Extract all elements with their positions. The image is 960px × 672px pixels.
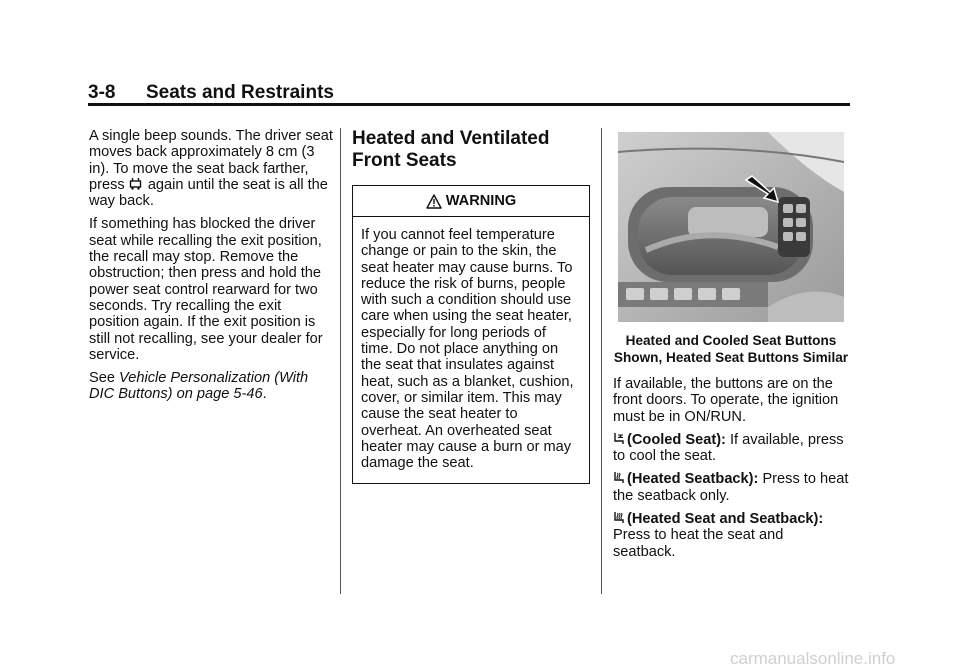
paragraph-recall-blocked: If something has blocked the driver seat while recalling the exit position, the recall may stop. Remove the obstruction; then press and hold the power seat control rearward for two seconds. Try recalling the exit position again. If the exit position is still not recalling, see your dealer for service. <box>89 216 323 363</box>
section-heading: Heated and Ventilated Front Seats <box>352 128 550 171</box>
paragraph-button-location: If available, the buttons are on the front doors. To operate, the ignition must be in ON/RUN. <box>613 376 839 425</box>
header-rule <box>88 103 850 106</box>
section-number: 3-8 <box>88 82 116 103</box>
paragraph-text-continued: again until the seat is all the way back. <box>89 176 328 210</box>
heated-seat-and-seatback-label: (Heated Seat and Seatback): <box>627 511 824 528</box>
cross-reference-link[interactable]: Vehicle Personalization (With DIC Buttons) on page 5-46 <box>89 370 309 403</box>
column-1 <box>89 128 334 410</box>
cooled-seat-item <box>613 432 849 465</box>
column-divider-1 <box>340 128 341 594</box>
figure-caption: Heated and Cooled Seat Buttons Shown, Heated Seat Buttons Similar <box>613 333 849 365</box>
site-watermark: carmanualsonline.info <box>730 649 896 668</box>
heated-seatback-item <box>613 471 849 504</box>
heated-seatback-label: (Heated Seatback): <box>627 471 759 488</box>
heated-seatback-icon <box>613 471 625 484</box>
cooled-seat-label: (Cooled Seat): <box>627 431 726 448</box>
cooled-seat-text: If available, press to cool the seat. <box>613 431 844 465</box>
heated-seat-and-seatback-item <box>613 511 849 560</box>
column-3 <box>613 128 849 567</box>
warning-header <box>353 186 589 217</box>
paragraph-see-reference <box>89 370 334 403</box>
seat-memory-exit-icon <box>129 177 142 190</box>
column-2 <box>352 128 592 484</box>
warning-triangle-icon <box>426 194 442 209</box>
see-prefix: See <box>89 370 115 387</box>
cooled-seat-icon <box>613 432 625 445</box>
section-title: Seats and Restraints <box>146 82 334 103</box>
heated-seat-and-seatback-icon <box>613 511 625 524</box>
door-panel-photo <box>618 132 844 322</box>
warning-text: If you cannot feel temperature change or pain to the skin, the seat heater may cause burns. To reduce the risk of burns, people with such a condition should use care when using the seat heater, especially for long periods of time. Do not place anything on the seat that insulates against heat, such as a blanket, cushion, cover, or similar item. This may cause the seat heater to overheat. An overheated seat heater may cause a burn or may damage the seat. <box>361 227 574 472</box>
paragraph-exit-position <box>89 128 334 209</box>
paragraph-text: A single beep sounds. The driver seat moves back approximately 8 cm (3 in). To move the seat back farther, press <box>89 128 333 193</box>
heated-seat-and-seatback-text: Press to heat the seat and seatback. <box>613 527 784 560</box>
warning-title: WARNING <box>445 192 517 209</box>
warning-box <box>352 185 590 484</box>
heated-seatback-text: Press to heat the seatback only. <box>613 471 849 504</box>
see-suffix: . <box>262 386 267 403</box>
column-divider-2 <box>601 128 602 594</box>
